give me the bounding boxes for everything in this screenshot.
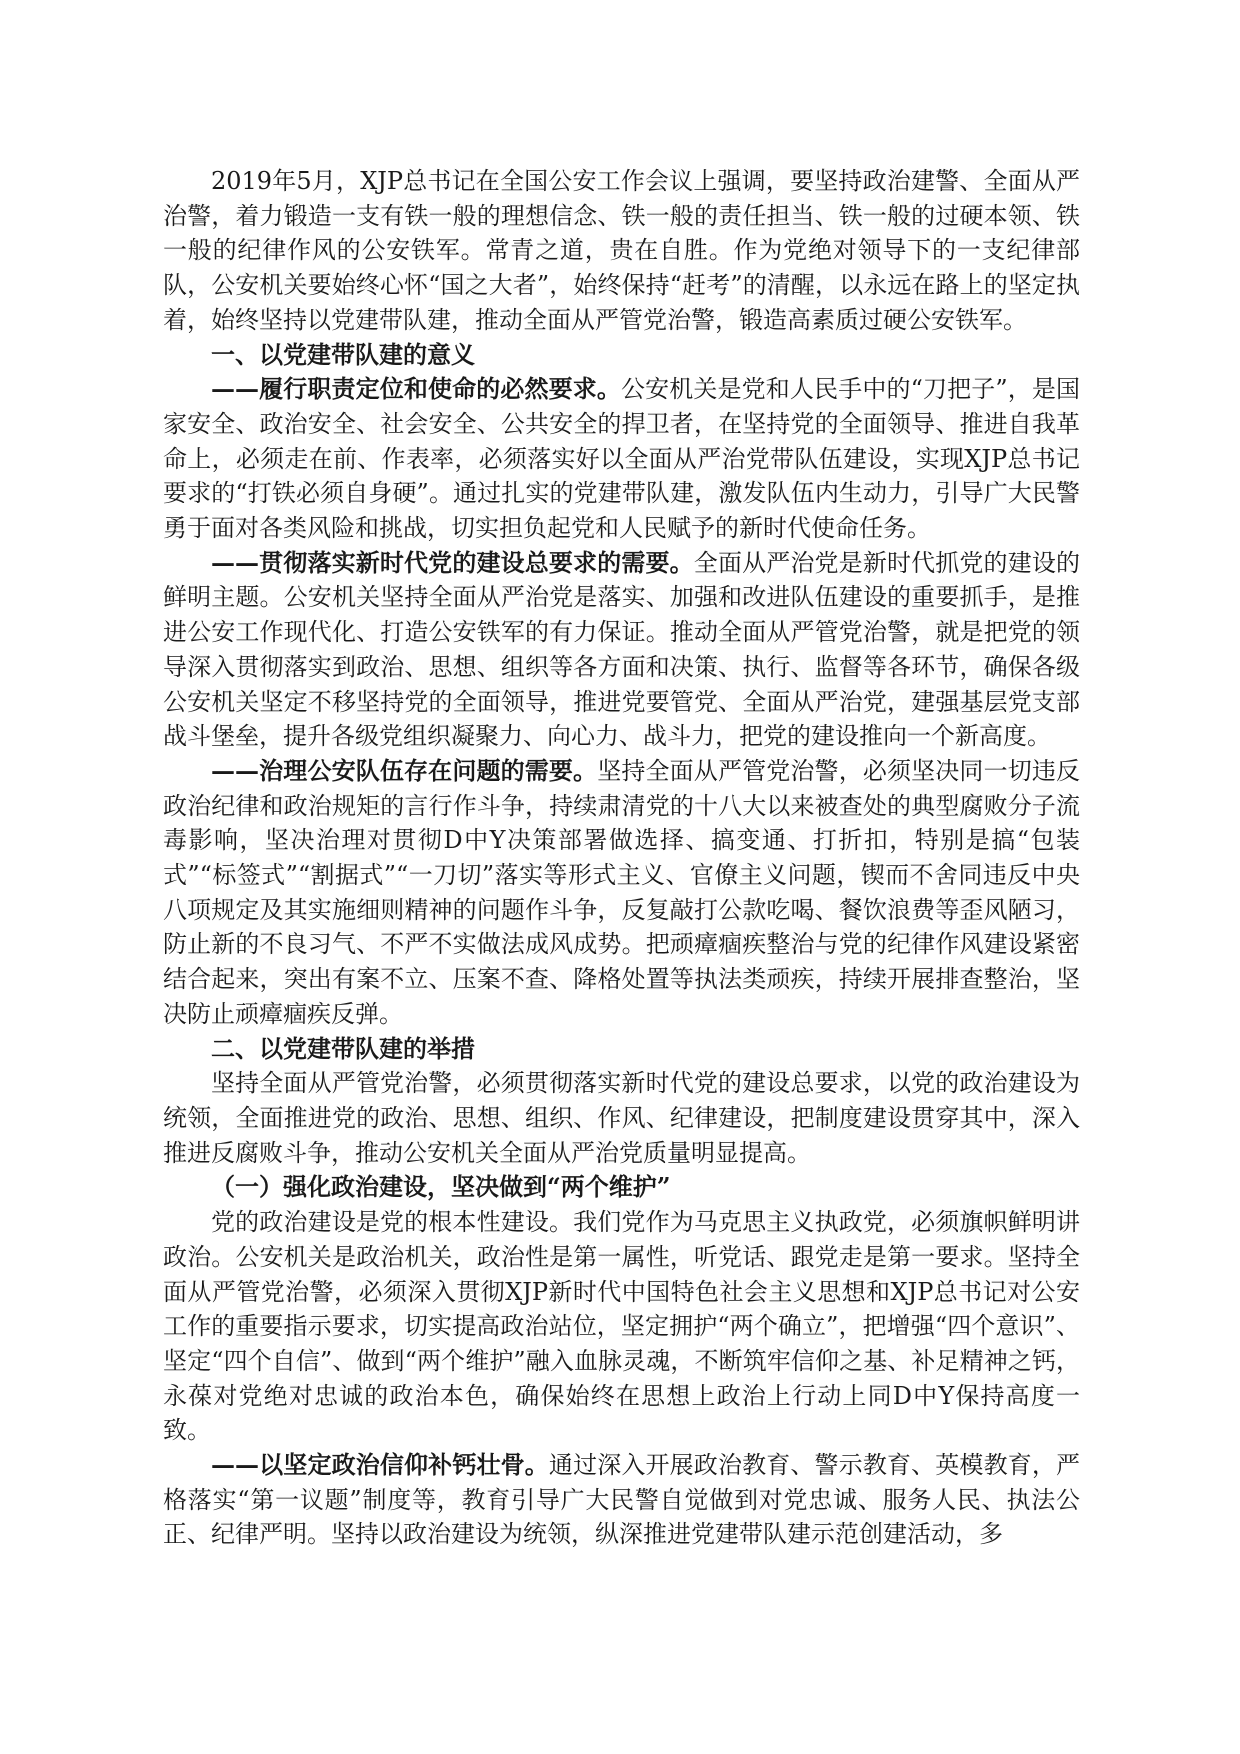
paragraph-party-building-text: 全面从严治党是新时代抓党的建设的鲜明主题。公安机关坚持全面从严治党是落实、加强和改进队伍建设的重要抓手，是推进公安工作现代化、打造公安铁军的有力保证。推动全面从严管党治警，就是把党的领导深入贯彻落实到政治、思想、组织等各方面和决策、执行、监督等各环节，确保各级公安机关坚定不移坚持党的全面领导，推进党要管党、全面从严治党，建强基层党支部战斗堡垒，提升各级党组织凝聚力、向心力、战斗力，把党的建设推向一个新高度。 [163, 548, 1081, 751]
paragraph-duty-text: 公安机关是党和人民手中的“刀把子”，是国家安全、政治安全、社会安全、公共安全的捍卫者，在坚持党的全面领导、推进自我革命上，必须走在前、作表率，必须落实好以全面从严治党带队伍建设，实现XJP总书记要求的“打铁必须自身硬”。通过扎实的党建带队建，激发队伍内生动力，引导广大民警勇于面对各类风险和挑战，切实担负起党和人民赋予的新时代使命任务。 [163, 375, 1081, 543]
paragraph-political-faith-text: 通过深入开展政治教育、警示教育、英模教育，严格落实“第一议题”制度等，教育引导广大民警自觉做到对党忠诚、服务人民、执法公正、纪律严明。坚持以政治建设为统领，纵深推进党建带队建示范创建活动，多 [163, 1451, 1081, 1549]
paragraph-problems-lead: ——治理公安队伍存在问题的需要。 [211, 755, 598, 785]
intro-paragraph: 2019年5月，XJP总书记在全国公安工作会议上强调，要坚持政治建警、全面从严治警，着力锻造一支有铁一般的理想信念、铁一般的责任担当、铁一般的过硬本领、铁一般的纪律作风的公安铁军。常青之道，贵在自胜。作为党绝对领导下的一支纪律部队，公安机关要始终心怀“国之大者”，始终保持“赶考”的清醒，以永远在路上的坚定执着，始终坚持以党建带队建，推动全面从严管党治警，锻造高素质过硬公安铁军。 [163, 167, 1080, 334]
paragraph-duty-lead: ——履行职责定位和使命的必然要求。 [211, 374, 622, 404]
section-heading-measures: 二、以党建带队建的举措 [211, 1033, 475, 1063]
paragraph-party-building [163, 546, 1080, 754]
document-body [163, 164, 1080, 1552]
paragraph-problems [163, 754, 1080, 1032]
paragraph-party-building-lead: ——贯彻落实新时代党的建设总要求的需要。 [211, 547, 694, 577]
section-heading-significance: 一、以党建带队建的意义 [211, 339, 475, 369]
paragraph-political-faith-lead: ——以坚定政治信仰补钙壮骨。 [211, 1450, 549, 1480]
paragraph-political-building: 党的政治建设是党的根本性建设。我们党作为马克思主义执政党，必须旗帜鲜明讲政治。公安机关是政治机关，政治性是第一属性，听党话、跟党走是第一要求。坚持全面从严管党治警，必须深入贯彻XJP新时代中国特色社会主义思想和XJP总书记对公安工作的重要指示要求，切实提高政治站位，坚定拥护“两个确立”，把增强“四个意识”、坚定“四个自信”、做到“两个维护”融入血脉灵魂，不断筑牢信仰之基、补足精神之钙，永葆对党绝对忠诚的政治本色，确保始终在思想上政治上行动上同D中Y保持高度一致。 [163, 1208, 1080, 1445]
paragraph-measures-intro: 坚持全面从严管党治警，必须贯彻落实新时代党的建设总要求，以党的政治建设为统领，全面推进党的政治、思想、组织、作风、纪律建设，把制度建设贯穿其中，深入推进反腐败斗争，推动公安机关全面从严治党质量明显提高。 [163, 1069, 1080, 1167]
paragraph-political-faith [163, 1448, 1080, 1552]
sub-heading-political-building: （一）强化政治建设，坚决做到“两个维护” [211, 1172, 671, 1202]
paragraph-problems-text: 坚持全面从严管党治警，必须坚决同一切违反政治纪律和政治规矩的言行作斗争，持续肃清党的十八大以来被查处的典型腐败分子流毒影响，坚决治理对贯彻D中Y决策部署做选择、搞变通、打折扣，特别是搞“包装式”“标签式”“割据式”“一刀切”落实等形式主义、官僚主义问题，锲而不舍同违反中央八项规定及其实施细则精神的问题作斗争，反复敲打公款吃喝、餐饮浪费等歪风陋习，防止新的不良习气、不严不实做法成风成势。把顽瘴痼疾整治与党的纪律作风建设紧密结合起来，突出有案不立、压案不查、降格处置等执法类顽疾，持续开展排查整治，坚决防止顽瘴痼疾反弹。 [163, 756, 1081, 1028]
paragraph-duty [163, 372, 1080, 546]
